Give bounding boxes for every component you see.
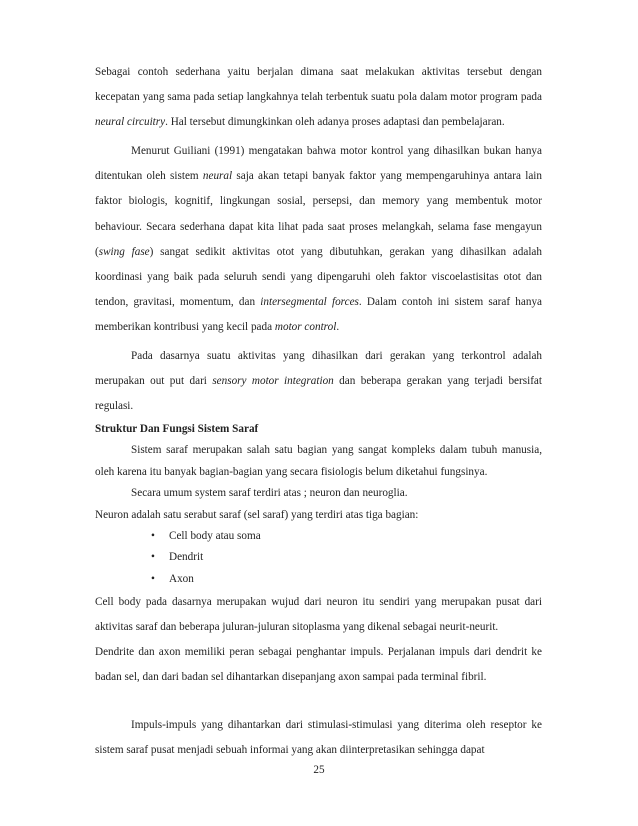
paragraph-cell-body: Cell body pada dasarnya merupakan wujud dari neuron itu sendiri yang merupakan pusat dari aktivitas saraf dan beberapa juluran-juluran sitoplasma yang dikenal sebagai neurit-neurit. bbox=[95, 596, 542, 634]
neuron-parts-list bbox=[95, 526, 542, 590]
section-heading: Struktur Dan Fungsi Sistem Saraf bbox=[95, 423, 259, 436]
document-page bbox=[95, 60, 542, 763]
paragraph-dendrite-axon: Dendrite dan axon memiliki peran sebagai penghantar impuls. Perjalanan impuls dari dendrit ke badan sel, dan dari badan sel dihantarkan disepanjang axon sampai pada terminal fibril. bbox=[95, 646, 542, 684]
paragraph-neuron-neuroglia: Secara umum system saraf terdiri atas ; neuron dan neuroglia. bbox=[131, 487, 408, 500]
list-item: • Axon bbox=[95, 569, 542, 590]
paragraph-motor-program: Sebagai contoh sederhana yaitu berjalan dimana saat melakukan aktivitas tersebut dengan kecepatan yang sama pada setiap langkahnya telah terbentuk suatu pola dalam motor program pada neural circuitry. Hal tersebut dimungkinkan oleh adanya proses adaptasi dan pembelajaran. bbox=[95, 66, 542, 129]
list-item: • Dendrit bbox=[95, 547, 542, 568]
paragraph-sistem-saraf: Sistem saraf merupakan salah satu bagian yang sangat kompleks dalam tubuh manusia, oleh karena itu banyak bagian-bagian yang secara fisiologis belum diketahui fungsinya. bbox=[95, 444, 542, 478]
bullet-icon: • bbox=[151, 551, 155, 564]
bullet-icon: • bbox=[151, 572, 155, 585]
paragraph-impuls: Impuls-impuls yang dihantarkan dari stimulasi-stimulasi yang diterima oleh reseptor ke sistem saraf pusat menjadi sebuah informai yang akan diinterpretasikan sehingga dapat bbox=[95, 718, 542, 756]
bullet-icon: • bbox=[151, 529, 155, 542]
list-item: • Cell body atau soma bbox=[95, 526, 542, 547]
paragraph-sensory-motor: Pada dasarnya suatu aktivitas yang dihasilkan dari gerakan yang terkontrol adalah merupakan out put dari sensory motor integration dan beberapa gerakan yang terjadi bersifat regulasi. bbox=[95, 350, 542, 413]
page-number: 25 bbox=[313, 764, 325, 776]
paragraph-guiliani: Menurut Guiliani (1991) mengatakan bahwa motor kontrol yang dihasilkan bukan hanya ditentukan oleh sistem neural saja akan tetapi banyak faktor yang mempengaruhinya antara lain faktor biologis, kognitif, lingkungan sosial, persepsi, dan memory yang membentuk motor behaviour. Secara sederhana dapat kita lihat pada saat proses melangkah, selama fase mengayun (swing fase) sangat sedikit aktivitas otot yang dibutuhkan, gerakan yang dihasilkan adalah koordinasi yang baik pada seluruh sendi yang dipengaruhi oleh faktor viscoelastisitas otot dan tendon, gravitasi, momentum, dan intersegmental forces. Dalam contoh ini sistem saraf hanya memberikan kontribusi yang kecil pada motor control. bbox=[95, 145, 543, 333]
paragraph-neuron-definition: Neuron adalah satu serabut saraf (sel saraf) yang terdiri atas tiga bagian: bbox=[95, 508, 419, 521]
